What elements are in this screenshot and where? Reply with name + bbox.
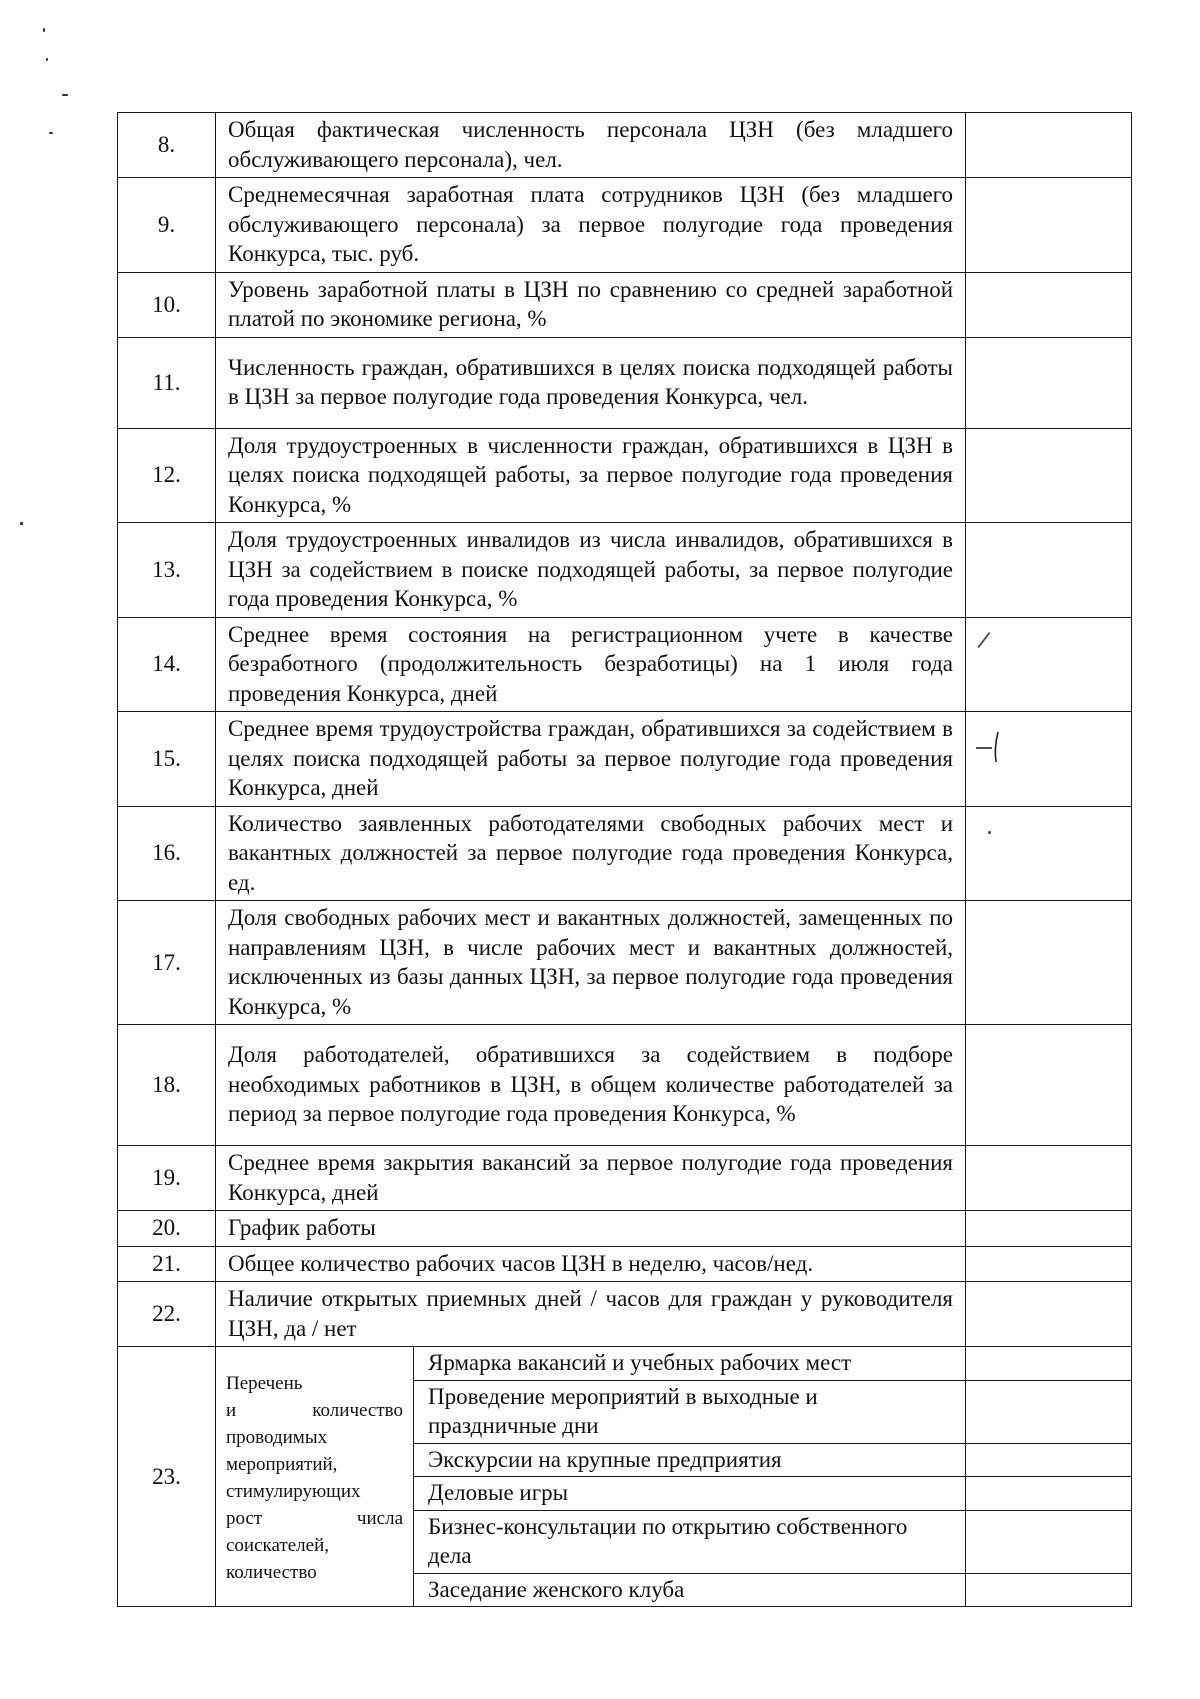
label-line: мероприятий, [226, 1453, 338, 1475]
table-row [118, 1282, 1132, 1347]
row-description: График работы [216, 1211, 966, 1247]
handwritten-mark-icon [974, 726, 1014, 766]
row-number: 11. [118, 337, 216, 428]
table-row [118, 428, 1132, 523]
value-cell[interactable] [966, 901, 1132, 1025]
row-number: 21. [118, 1246, 216, 1282]
value-cell[interactable] [966, 1246, 1132, 1282]
row-number: 22. [118, 1282, 216, 1347]
row-description: Количество заявленных работодателями свободных рабочих мест и вакантных должностей за первое полугодие года проведения Конкурса, ед. [216, 806, 966, 901]
row-description: Среднее время трудоустройства граждан, обратившихся за содействием в целях поиска подходящей работы за первое полугодие года проведения Конкурса, дней [216, 712, 966, 807]
indicators-table [117, 112, 1132, 1607]
table-row [118, 113, 1132, 178]
table-row [118, 337, 1132, 428]
row-description: Общее количество рабочих часов ЦЗН в неделю, часов/нед. [216, 1246, 966, 1282]
row-number: 9. [118, 178, 216, 273]
row-number: 12. [118, 428, 216, 523]
label-line: соискателей, [226, 1534, 329, 1556]
table-row [118, 1146, 1132, 1211]
row-number: 18. [118, 1025, 216, 1146]
value-cell[interactable] [966, 1573, 1132, 1607]
table-row [118, 1025, 1132, 1146]
value-cell[interactable] [966, 1510, 1132, 1573]
value-cell[interactable] [966, 1477, 1132, 1511]
value-cell[interactable] [966, 337, 1132, 428]
table-row [118, 178, 1132, 273]
row-number: 23. [118, 1347, 216, 1607]
table-row [118, 712, 1132, 807]
value-cell[interactable] [966, 1025, 1132, 1146]
value-cell[interactable] [966, 617, 1132, 712]
ink-dot-icon [988, 831, 991, 834]
event-item: Экскурсии на крупные предприятия [414, 1443, 966, 1477]
row-number: 20. [118, 1211, 216, 1247]
event-item: Деловые игры [414, 1477, 966, 1511]
row-description: Доля трудоустроенных в численности граждан, обратившихся в ЦЗН в целях поиска подходящей работы, за первое полугодие года проведения Конкурса, % [216, 428, 966, 523]
events-list-label [216, 1347, 414, 1607]
value-cell[interactable] [966, 1282, 1132, 1347]
row-number: 13. [118, 523, 216, 618]
value-cell[interactable] [966, 712, 1132, 807]
event-item: Ярмарка вакансий и учебных рабочих мест [414, 1347, 966, 1381]
label-line: и количество [226, 1399, 403, 1421]
value-cell[interactable] [966, 178, 1132, 273]
row-number: 16. [118, 806, 216, 901]
row-description: Общая фактическая численность персонала ЦЗН (без младшего обслуживающего персонала), чел. [216, 113, 966, 178]
label-line: Перечень [226, 1372, 303, 1394]
value-cell[interactable] [966, 1380, 1132, 1443]
value-cell[interactable] [966, 1211, 1132, 1247]
table-row [118, 617, 1132, 712]
row-description: Доля трудоустроенных инвалидов из числа инвалидов, обратившихся в ЦЗН за содействием в поиске подходящей работы, за первое полугодие года проведения Конкурса, % [216, 523, 966, 618]
table-row [118, 1347, 1132, 1381]
table-row [118, 523, 1132, 618]
row-description: Уровень заработной платы в ЦЗН по сравнению со средней заработной платой по экономике региона, % [216, 272, 966, 337]
row-description: Наличие открытых приемных дней / часов для граждан у руководителя ЦЗН, да / нет [216, 1282, 966, 1347]
row-description: Среднее время состояния на регистрационном учете в качестве безработного (продолжительность безработицы) на 1 июля года проведения Конкурса, дней [216, 617, 966, 712]
value-cell[interactable] [966, 428, 1132, 523]
event-item: Бизнес-консультации по открытию собственного дела [414, 1510, 966, 1573]
row-number: 19. [118, 1146, 216, 1211]
row-description: Среднее время закрытия вакансий за первое полугодие года проведения Конкурса, дней [216, 1146, 966, 1211]
table-row [118, 272, 1132, 337]
event-item: Заседание женского клуба [414, 1573, 966, 1607]
label-line: количество [226, 1561, 317, 1583]
value-cell[interactable] [966, 1146, 1132, 1211]
row-number: 14. [118, 617, 216, 712]
event-item: Проведение мероприятий в выходные и праздничные дни [414, 1380, 966, 1443]
table-row [118, 806, 1132, 901]
row-description: Доля свободных рабочих мест и вакантных должностей, замещенных по направлениям ЦЗН, в числе рабочих мест и вакантных должностей, исключенных из базы данных ЦЗН, за первое полугодие года проведения Конкурса, % [216, 901, 966, 1025]
label-line: рост числа [226, 1507, 403, 1529]
table-row [118, 901, 1132, 1025]
value-cell[interactable] [966, 1347, 1132, 1381]
table-row [118, 1246, 1132, 1282]
label-line: проводимых [226, 1426, 328, 1448]
pen-mark-icon: / [975, 626, 992, 654]
row-description: Численность граждан, обратившихся в целях поиска подходящей работы в ЦЗН за первое полугодие года проведения Конкурса, чел. [216, 337, 966, 428]
value-cell[interactable] [966, 806, 1132, 901]
value-cell[interactable] [966, 272, 1132, 337]
row-description: Среднемесячная заработная плата сотрудников ЦЗН (без младшего обслуживающего персонала) за первое полугодие года проведения Конкурса, тыс. руб. [216, 178, 966, 273]
row-description: Доля работодателей, обратившихся за содействием в подборе необходимых работников в ЦЗН, в общем количестве работодателей за период за первое полугодие года проведения Конкурса, % [216, 1025, 966, 1146]
table-row [118, 1211, 1132, 1247]
value-cell[interactable] [966, 523, 1132, 618]
value-cell[interactable] [966, 113, 1132, 178]
row-number: 8. [118, 113, 216, 178]
row-number: 15. [118, 712, 216, 807]
row-number: 17. [118, 901, 216, 1025]
label-line: стимулирующих [226, 1480, 361, 1502]
value-cell[interactable] [966, 1443, 1132, 1477]
row-number: 10. [118, 272, 216, 337]
